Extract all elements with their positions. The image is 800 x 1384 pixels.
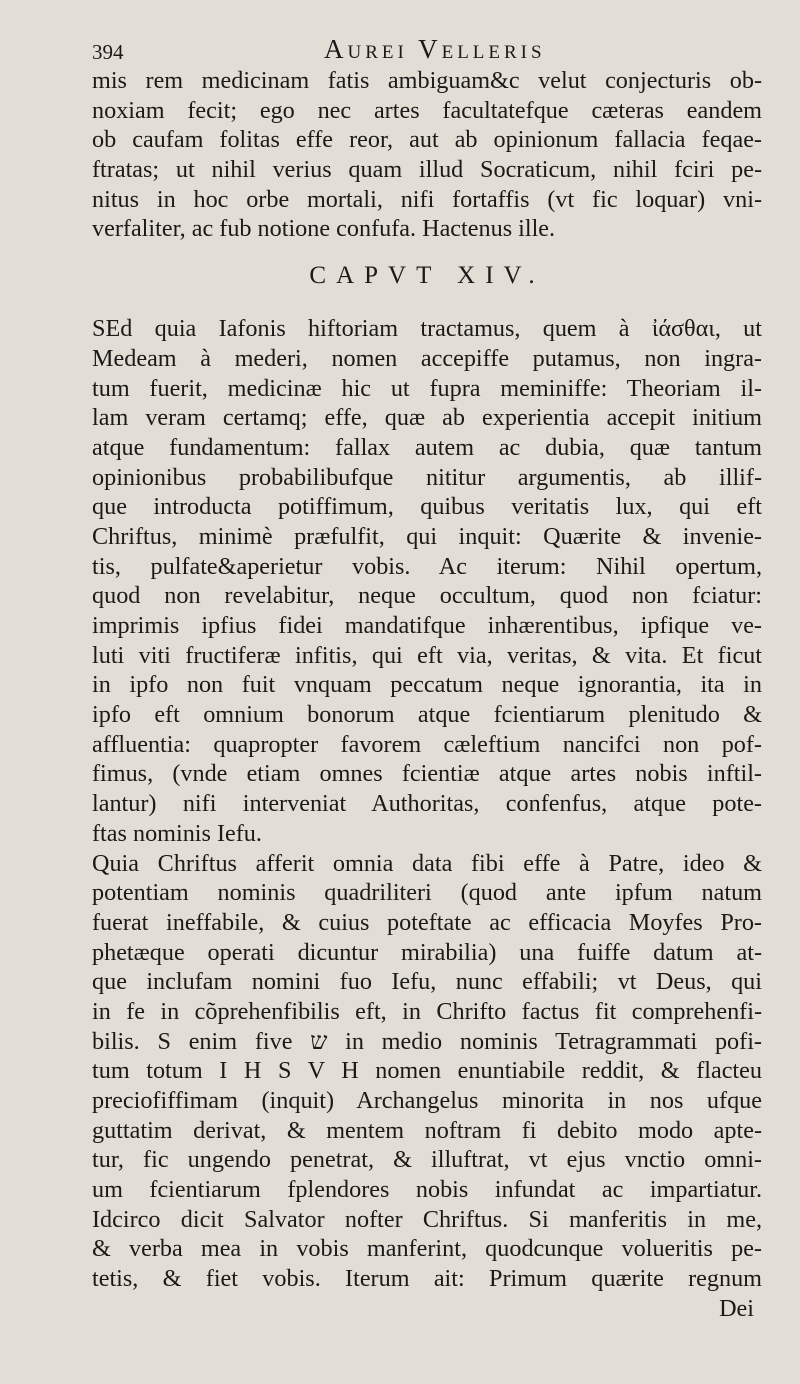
text-line: affluentia: quapropter favorem cæleftium nancifci non pof- — [92, 730, 762, 758]
text-line: ftratas; ut nihil verius quam illud Socraticum, nihil fciri pe- — [92, 156, 762, 184]
text-line: Idcirco dicit Salvator nofter Chriftus. Si manferitis in me, — [92, 1205, 762, 1233]
text-line: luti viti fructiferæ infitis, qui eft via, veritas, & vita. Et ficut — [92, 641, 762, 669]
text-line: in fe in cõprehenfibilis eft, in Chrifto factus fit comprehenfi- — [92, 997, 762, 1025]
text-line: atque fundamentum: fallax autem ac dubia, quæ tantum — [92, 433, 762, 461]
text-line: verfaliter, ac fub notione confufa. Hactenus ille. — [92, 215, 556, 243]
text-line: in ipfo non fuit vnquam peccatum neque ignorantia, ita in — [92, 671, 762, 699]
text-line: ob caufam folitas effe reor, aut ab opinionum fallacia feqae- — [92, 126, 762, 154]
text-line: guttatim derivat, & mentem noftram fi debito modo apte- — [92, 1116, 762, 1144]
text-line: lam veram certamq; effe, quæ ab experientia accepit initium — [92, 404, 762, 432]
text-line: Chriftus, minimè præfulfit, qui inquit: Quærite & invenie- — [92, 522, 762, 550]
text-line: potentiam nominis quadriliteri (quod ante ipfum natum — [92, 879, 762, 907]
text-line: que inclufam nomini fuo Iefu, nunc effabili; vt Deus, qui — [92, 968, 762, 996]
text-line: preciofiffimam (inquit) Archangelus minorita in nos ufque — [92, 1087, 762, 1114]
chapter-heading: CAPVT XIV. — [309, 262, 545, 290]
text-line: imprimis ipfius fidei mandatifque inhærentibus, ipfique ve- — [92, 612, 762, 639]
catchword: Dei — [719, 1294, 754, 1322]
text-line: ipfo eft omnium bonorum atque fcientiarum plenitudo & — [92, 701, 762, 729]
text-line: Quia Chriftus afferit omnia data fibi effe à Patre, ideo & — [92, 849, 762, 877]
text-line: quod non revelabitur, neque occultum, quod non fciatur: — [92, 582, 762, 610]
text-line: mis rem medicinam fatis ambiguam&c velut conjecturis ob- — [92, 67, 762, 94]
text-line: ftas nominis Iefu. — [92, 819, 262, 847]
page-header — [92, 34, 756, 64]
text-line: tum fuerit, medicinæ hic ut fupra meminiffe: Theoriam il- — [92, 374, 762, 402]
text-line: nitus in hoc orbe mortali, nifi fortaffis (vt fic loquar) vni- — [92, 185, 762, 213]
text-line: noxiam fecit; ego nec artes facultatefque cæteras eandem — [92, 96, 762, 124]
page-body — [92, 66, 762, 1324]
text-line: um fcientiarum fplendores nobis infundat ac impartiatur. — [92, 1176, 762, 1204]
text-line: fuerat ineffabile, & cuius poteftate ac efficacia Moyfes Pro- — [92, 908, 762, 936]
text-line: phetæque operati dicuntur mirabilia) una fuiffe datum at- — [92, 938, 762, 966]
text-line: & verba mea in vobis manferint, quodcunque volueritis pe- — [92, 1235, 762, 1263]
running-head: Aurei Velleris — [324, 34, 546, 64]
text-line: tis, pulfate&aperietur vobis. Ac iterum: Nihil opertum, — [92, 552, 762, 580]
text-line: SEd quia Iafonis hiftoriam tractamus, quem à ἰάσθαι, ut — [92, 315, 762, 343]
page-number: 394 — [92, 40, 124, 64]
text-line: lantur) nifi interveniat Authoritas, confenfus, atque pote- — [92, 790, 762, 818]
paragraph-3 — [92, 849, 762, 1294]
text-line: fimus, (vnde etiam omnes fcientiæ atque artes nobis inftil- — [92, 760, 762, 788]
text-line: que introducta potiffimum, quibus veritatis lux, qui eft — [92, 493, 762, 521]
text-line: tum totum I H S V H nomen enuntiabile reddit, & flacteu — [92, 1057, 762, 1085]
text-line: bilis. S enim five ש in medio nominis Tetragrammati pofi- — [92, 1027, 762, 1055]
text-line: tetis, & fiet vobis. Iterum ait: Primum quærite regnum — [92, 1265, 762, 1293]
paragraph-1 — [92, 66, 762, 244]
text-line: opinionibus probabilibufque nititur argumentis, ab illif- — [92, 463, 762, 491]
text-line: Medeam à mederi, nomen accepiffe putamus, non ingra- — [92, 344, 762, 372]
text-line: tur, fic ungendo penetrat, & illuftrat, vt ejus vnctio omni- — [92, 1146, 762, 1174]
paragraph-2 — [92, 314, 762, 848]
